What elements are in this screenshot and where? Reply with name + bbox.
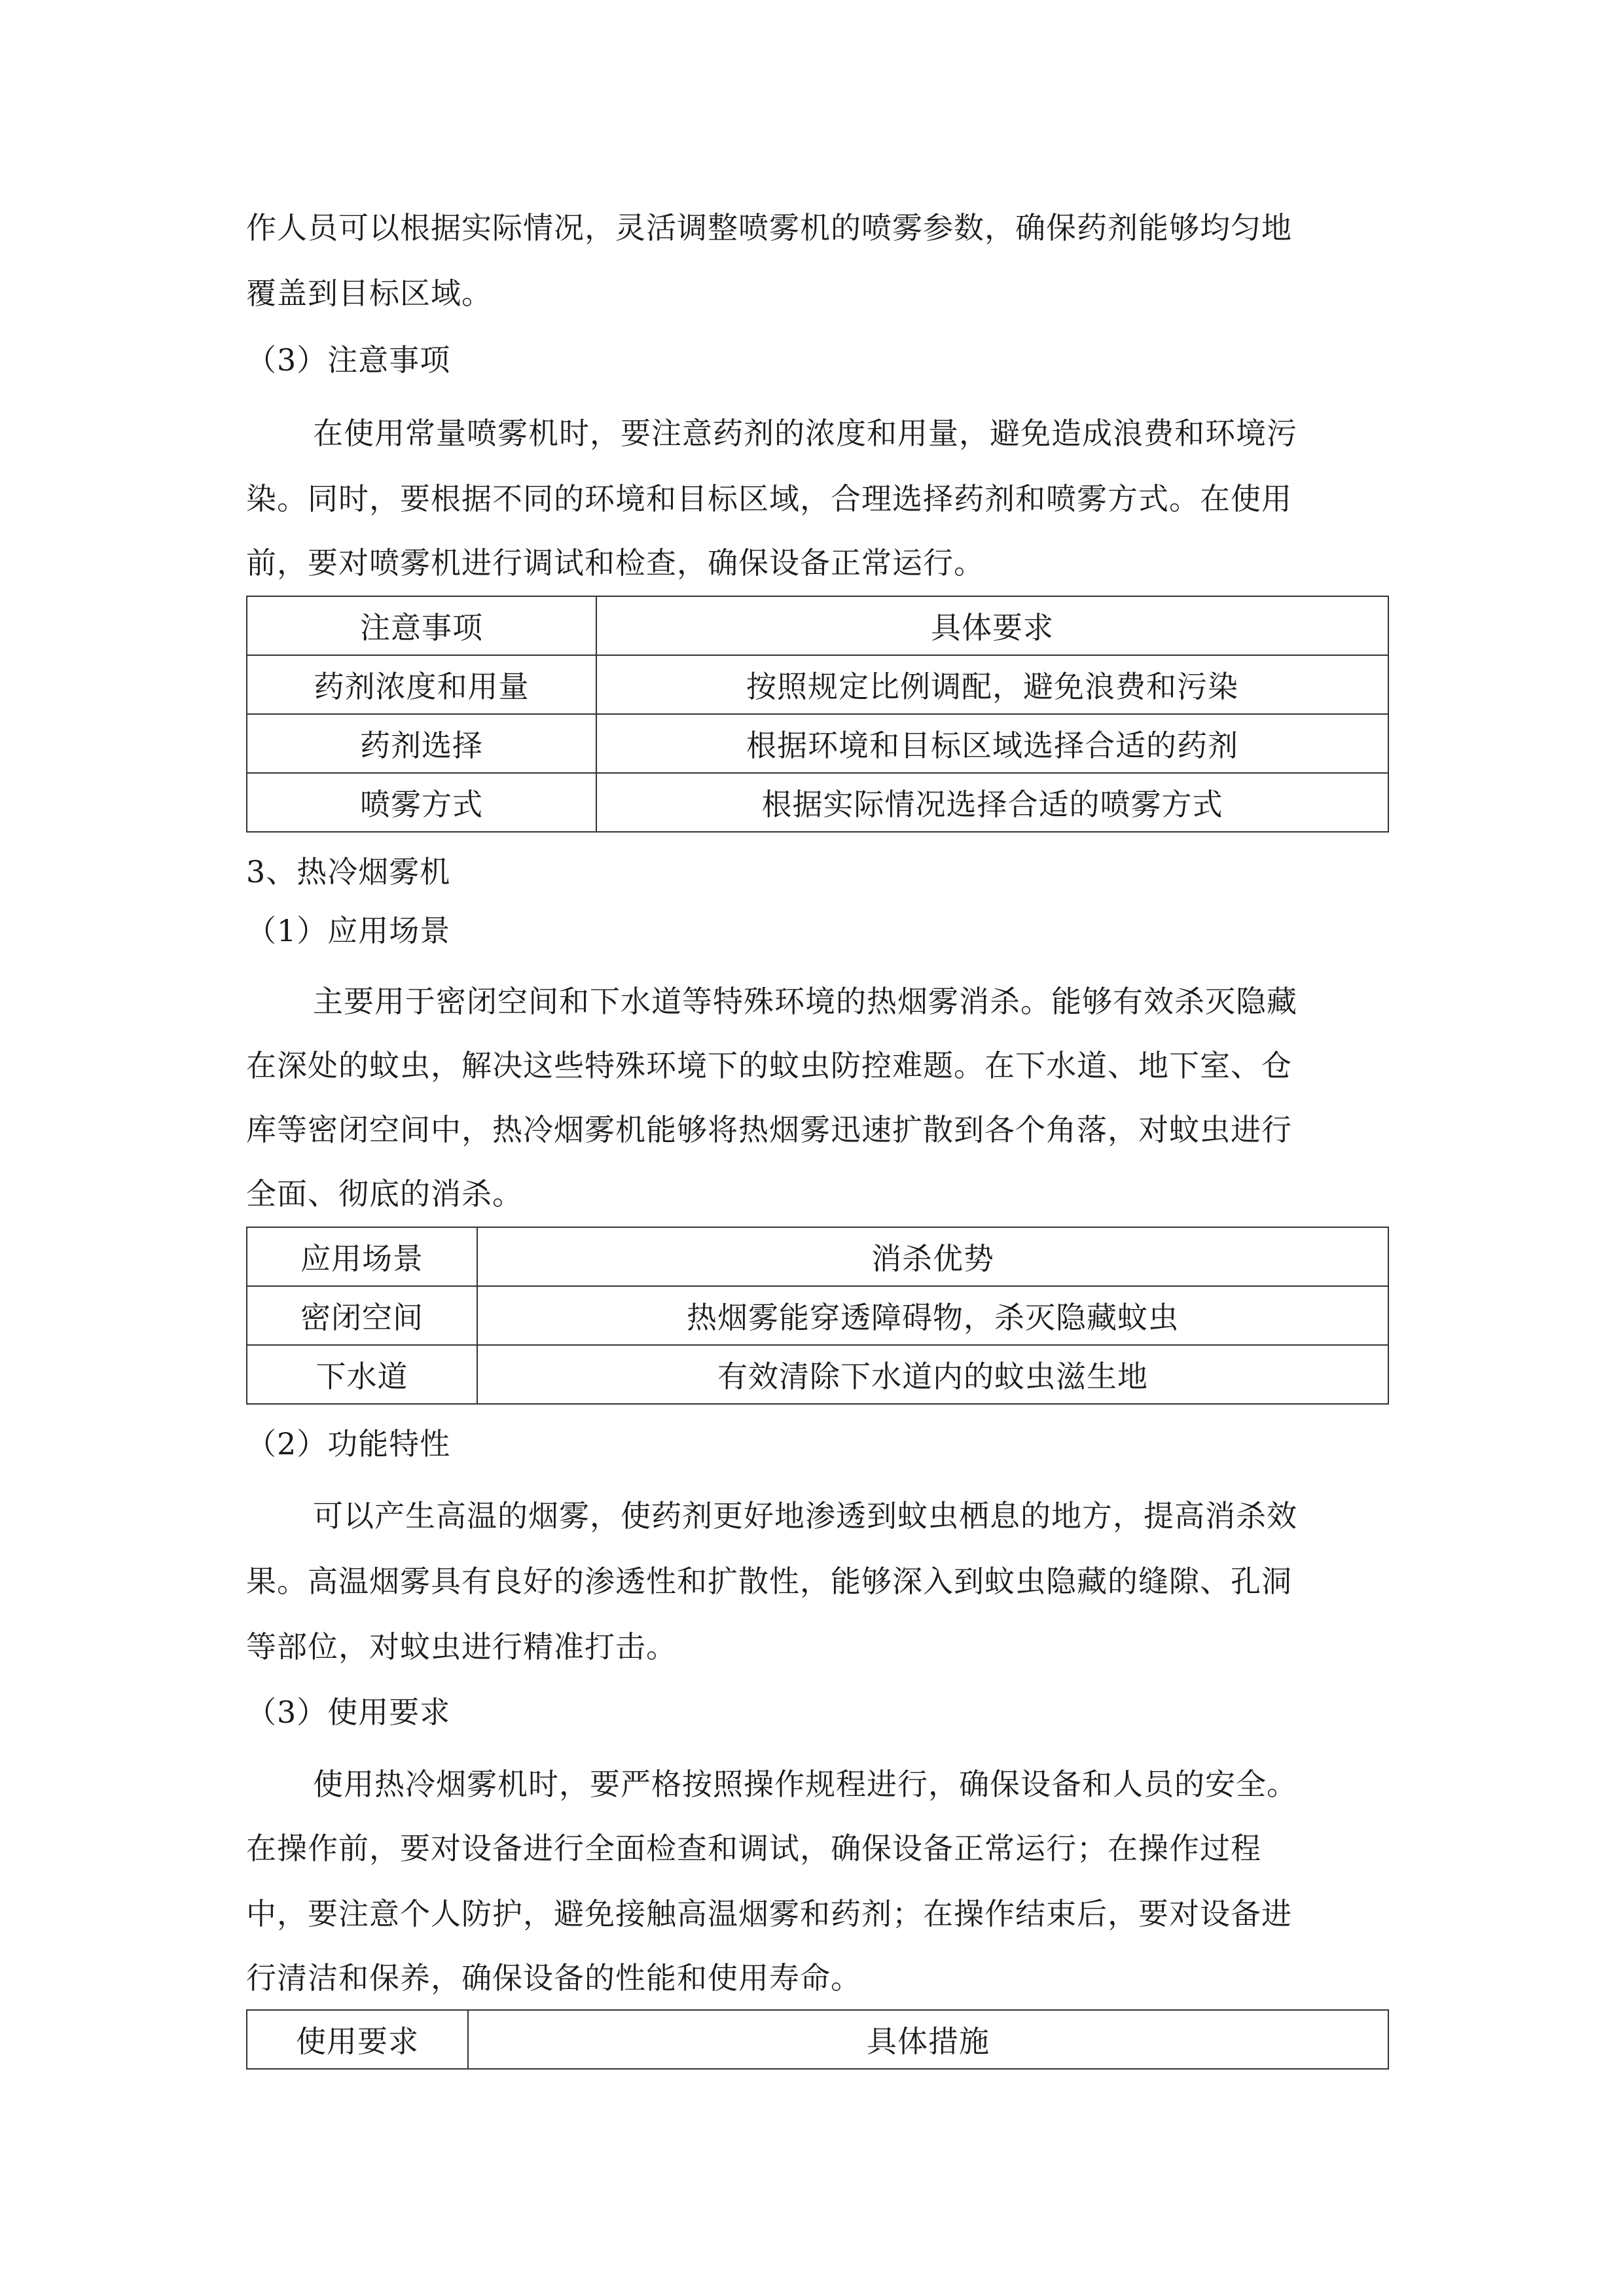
table-cell: 根据实际情况选择合适的喷雾方式: [596, 773, 1388, 832]
paragraph-line: 等部位，对蚊虫进行精准打击。: [246, 1629, 677, 1664]
table-header-cell: 消杀优势: [477, 1227, 1388, 1286]
table-cell: 密闭空间: [247, 1286, 477, 1345]
table-cell: 喷雾方式: [247, 773, 596, 832]
table-header-cell: 具体要求: [596, 596, 1388, 655]
section-title: 3、热冷烟雾机: [246, 854, 451, 889]
table-header-row: [247, 2010, 1388, 2069]
paragraph-line: 库等密闭空间中，热冷烟雾机能够将热烟雾迅速扩散到各个角落，对蚊虫进行: [246, 1112, 1292, 1147]
paragraph-line: 在使用常量喷雾机时，要注意药剂的浓度和用量，避免造成浪费和环境污: [313, 416, 1297, 451]
paragraph-line: 可以产生高温的烟雾，使药剂更好地渗透到蚊虫栖息的地方，提高消杀效: [313, 1498, 1297, 1534]
paragraph-line: 作人员可以根据实际情况，灵活调整喷雾机的喷雾参数，确保药剂能够均匀地: [246, 210, 1292, 245]
table-header-cell: 应用场景: [247, 1227, 477, 1286]
table-cell: 热烟雾能穿透障碍物，杀灭隐藏蚊虫: [477, 1286, 1388, 1345]
table-header-cell: 注意事项: [247, 596, 596, 655]
paragraph-line: 覆盖到目标区域。: [246, 276, 492, 311]
subsection-heading-notes: （3）注意事项: [246, 342, 451, 378]
scenes-table: [246, 1227, 1389, 1405]
paragraph-line: 果。高温烟雾具有良好的渗透性和扩散性，能够深入到蚊虫隐藏的缝隙、孔洞: [246, 1564, 1292, 1599]
table-row: [247, 1345, 1388, 1404]
paragraph-line: 使用热冷烟雾机时，要严格按照操作规程进行，确保设备和人员的安全。: [313, 1767, 1297, 1802]
table-row: [247, 714, 1388, 773]
table-header-cell: 使用要求: [247, 2010, 468, 2069]
subsection-heading-features: （2）功能特性: [246, 1426, 451, 1462]
table-row: [247, 773, 1388, 832]
table-row: [247, 1286, 1388, 1345]
table-cell: 根据环境和目标区域选择合适的药剂: [596, 714, 1388, 773]
usage-table: [246, 2009, 1389, 2070]
paragraph-line: 染。同时，要根据不同的环境和目标区域，合理选择药剂和喷雾方式。在使用: [246, 481, 1292, 516]
paragraph-line: 在深处的蚊虫，解决这些特殊环境下的蚊虫防控难题。在下水道、地下室、仓: [246, 1048, 1292, 1083]
table-cell: 有效清除下水道内的蚊虫滋生地: [477, 1345, 1388, 1404]
table-header-row: [247, 596, 1388, 655]
subsection-heading-usage: （3）使用要求: [246, 1695, 451, 1730]
paragraph-line: 行清洁和保养，确保设备的性能和使用寿命。: [246, 1960, 861, 1996]
table-row: [247, 655, 1388, 714]
table-cell: 下水道: [247, 1345, 477, 1404]
notes-table: [246, 596, 1389, 833]
paragraph-line: 前，要对喷雾机进行调试和检查，确保设备正常运行。: [246, 545, 984, 581]
paragraph-line: 主要用于密闭空间和下水道等特殊环境的热烟雾消杀。能够有效杀灭隐藏: [313, 984, 1297, 1019]
paragraph-line: 中，要注意个人防护，避免接触高温烟雾和药剂；在操作结束后，要对设备进: [246, 1896, 1292, 1931]
table-cell: 按照规定比例调配，避免浪费和污染: [596, 655, 1388, 714]
subsection-heading-scenes: （1）应用场景: [246, 913, 451, 948]
paragraph-line: 全面、彻底的消杀。: [246, 1176, 523, 1211]
table-header-row: [247, 1227, 1388, 1286]
paragraph-line: 在操作前，要对设备进行全面检查和调试，确保设备正常运行；在操作过程: [246, 1831, 1261, 1866]
table-cell: 药剂浓度和用量: [247, 655, 596, 714]
table-cell: 药剂选择: [247, 714, 596, 773]
table-header-cell: 具体措施: [468, 2010, 1388, 2069]
